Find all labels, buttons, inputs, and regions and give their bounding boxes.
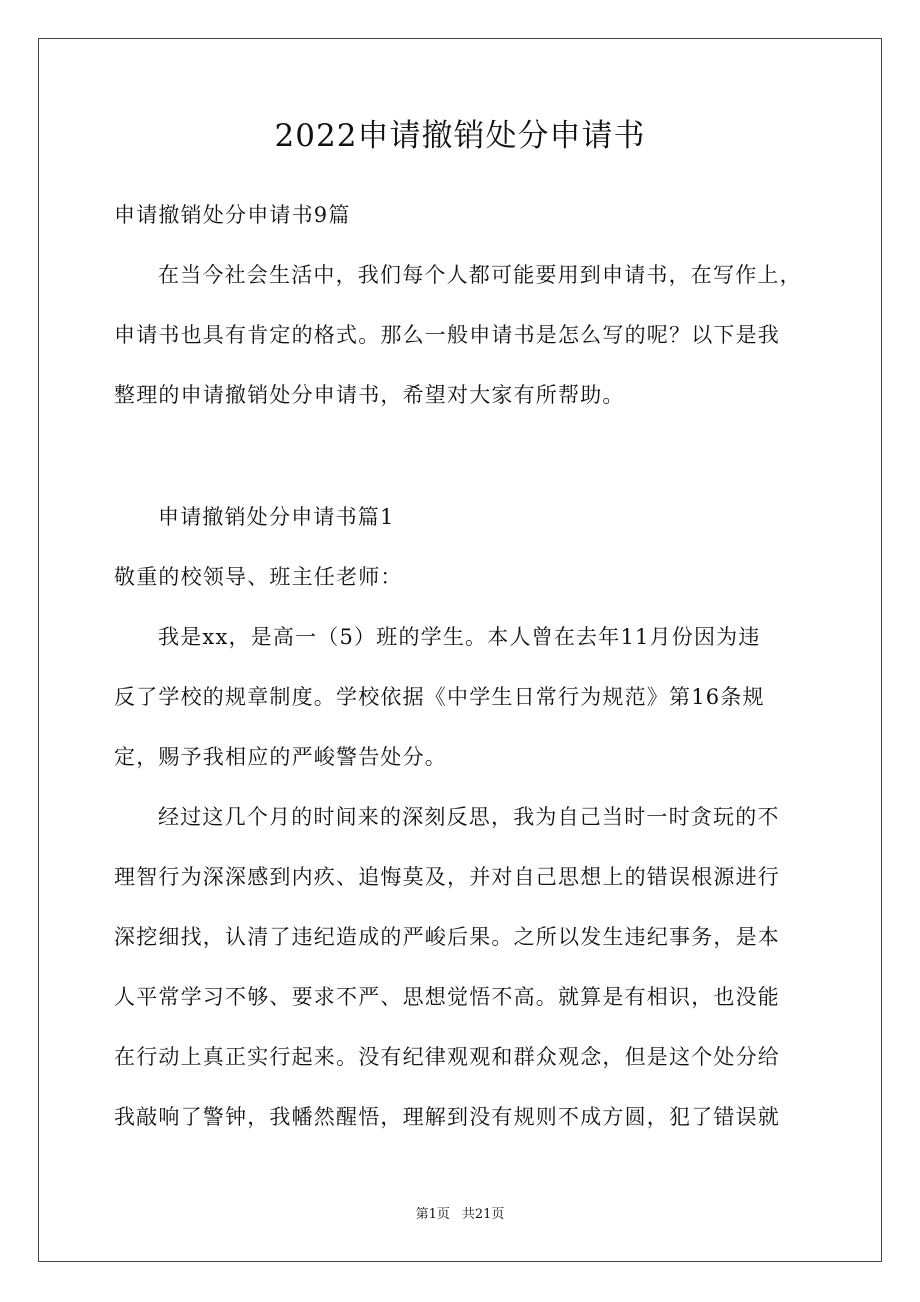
page-total: 共21页 [461,1207,505,1222]
intro-line: 申请书也具有肯定的格式。那么一般申请书是怎么写的呢？以下是我 [114,323,780,347]
paragraph-line: 理智行为深深感到内疚、追悔莫及，并对自己思想上的错误根源进行 [114,865,780,889]
paragraph-line: 深挖细找，认清了违纪造成的严峻后果。之所以发生违纪事务，是本 [114,925,780,949]
paragraph-line: 我是xx，是高一（5）班的学生。本人曾在去年11月份因为违 [158,625,761,649]
document-title: 2022申请撤销处分申请书 [274,118,646,154]
paragraph-line: 经过这几个月的时间来的深刻反思，我为自己当时一时贪玩的不 [158,805,780,829]
paragraph-line: 我敲响了警钟，我幡然醒悟，理解到没有规则不成方圆，犯了错误就 [114,1105,780,1129]
intro-line: 整理的申请撤销处分申请书，希望对大家有所帮助。 [114,383,625,407]
salutation: 敬重的校领导、班主任老师： [114,565,403,589]
section-heading: 申请撤销处分申请书篇1 [158,505,395,529]
paragraph-line: 反了学校的规章制度。学校依据《中学生日常行为规范》第16条规 [114,685,765,709]
paragraph-line: 定，赐予我相应的严峻警告处分。 [114,745,447,769]
paragraph-line: 人平常学习不够、要求不严、思想觉悟不高。就算是有相识，也没能 [114,985,780,1009]
intro-line: 在当今社会生活中，我们每个人都可能要用到申请书，在写作上， [158,263,802,287]
paragraph-line: 在行动上真正实行起来。没有纪律观观和群众观念，但是这个处分给 [114,1045,780,1069]
page-number: 第1页 [415,1207,450,1222]
subtitle: 申请撤销处分申请书9篇 [114,203,351,227]
page-footer [0,1206,920,1224]
